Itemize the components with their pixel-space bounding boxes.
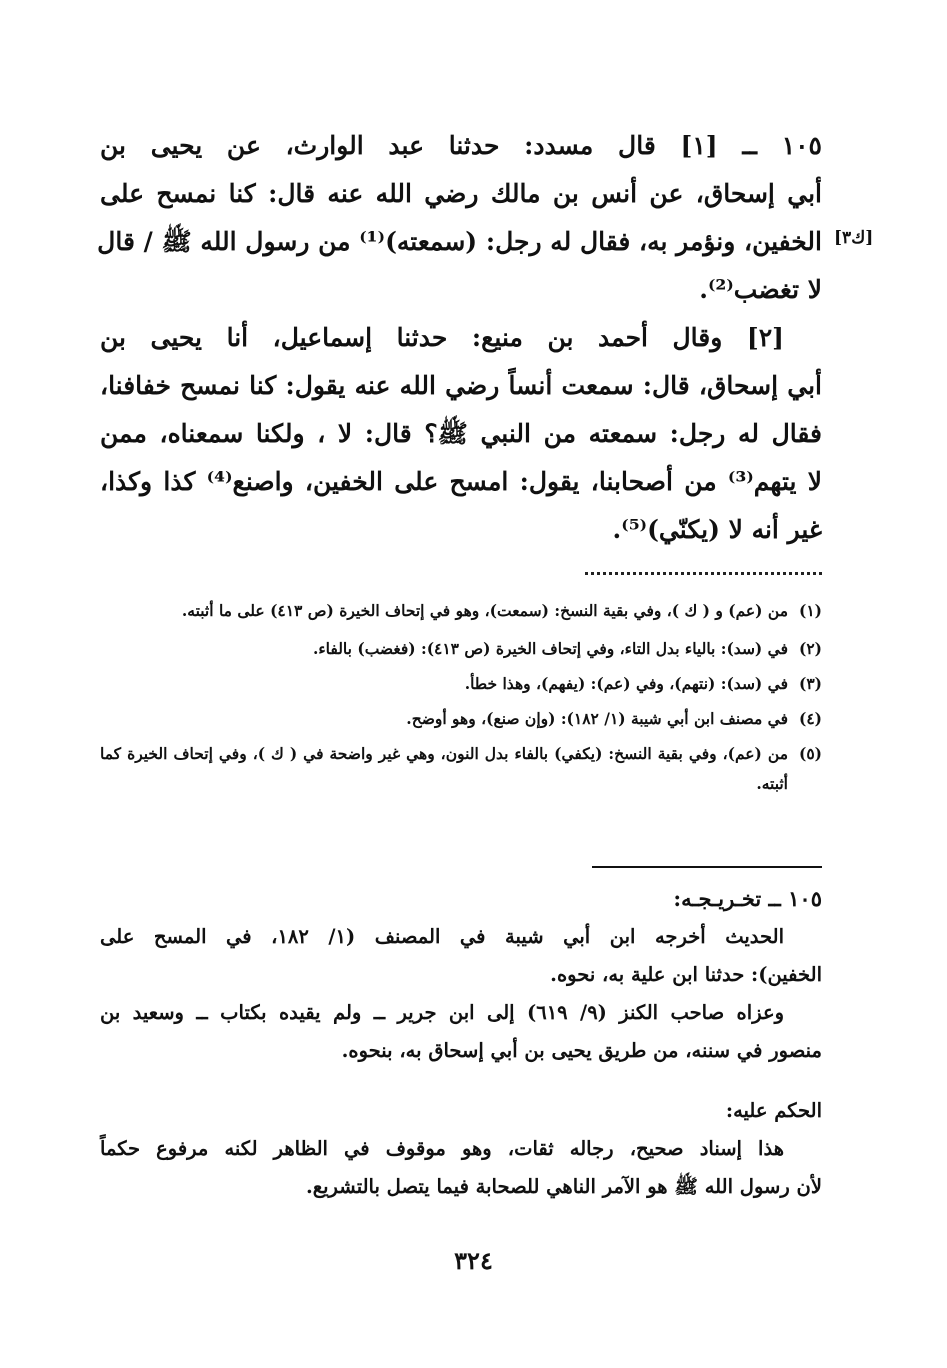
hadith-line: لا يتهم⁽³⁾ من أصحابنا، يقول: امسح على الخفين، واصنع⁽⁴⁾ كذا وكذا، [100,467,823,496]
footnote-3 [100,669,822,699]
footnote-text: في (سد): بالياء بدل التاء، وفي إتحاف الخيرة (ص ٤١٣): (فغضب) بالفاء. [312,639,788,658]
hukm-section [100,1092,822,1206]
takhrij-heading: ١٠٥ ــ تخـريـجـه: [673,886,822,911]
hadith-line: فقال له رجل: سمعته من النبي ﷺ؟ قال: لا ، ولكنا سمعناه، ممن [100,419,822,448]
footnote-number: (٣) [798,674,822,693]
hukm-line: هذا إسناد صحيح، رجاله ثقات، وهو موقوف في الظاهر لكنه مرفوع حكماً [100,1137,784,1160]
footnote-separator [585,560,822,575]
hadith-line: [٢] وقال أحمد بن منيع: حدثنا إسماعيل، أنا يحيى بن [100,323,784,352]
hukm-line: لأن رسول الله ﷺ هو الآمر الناهي للصحابة فيما يتصل بالتشريع. [305,1175,822,1198]
footnote-text: في مصنف ابن أبي شيبة (١/ ١٨٢): (وإن صنع)، وهو أوضح. [406,709,788,728]
hadith-part-2 [100,314,822,554]
hadith-line: أبي إسحاق، عن أنس بن مالك رضي الله عنه قال: كنا نمسح على [100,179,822,208]
takhrij-line: منصور في سننه، من طريق يحيى بن أبي إسحاق به، بنحوه. [341,1039,822,1062]
hadith-line: لا تغضب⁽²⁾. [699,275,822,304]
hadith-line: ١٠٥ ــ [١] قال مسدد: حدثنا عبد الوارث، عن يحيى بن [100,131,822,160]
footnote-5 [100,739,822,799]
takhrij-line: الحديث أخرجه ابن أبي شيبة في المصنف (١/ ١٨٢، في المسح على [100,925,784,948]
footnote-number: (٥) [798,744,822,763]
footnote-text: في (سد): (نتهم)، وفي (عم): (يفهم)، وهذا خطأ. [464,674,788,693]
footnote-number: (٤) [798,709,822,728]
hadith-line: أبي إسحاق، قال: سمعت أنساً رضي الله عنه يقول: كنا نمسح خفافنا، [100,371,822,400]
footnote-1 [100,596,822,626]
takhrij-line: الخفين): حدثنا ابن علية به، نحوه. [550,963,822,986]
page-number: ٣٢٤ [454,1246,493,1275]
footnote-number: (٢) [798,639,822,658]
footnote-number: (١) [798,601,822,620]
hukm-heading: الحكم عليه: [725,1099,822,1122]
hadith-line: غير أنه لا (يكنّي)⁽⁵⁾. [612,515,822,544]
hadith-line: الخفين، ونؤمر به، فقال له رجل: (سمعته)⁽¹⁾ من رسول الله ﷺ / قال [97,227,822,256]
footnotes [100,596,822,799]
hadith-part-1 [97,122,822,314]
section-divider [592,866,822,868]
footnote-text: من (عم) و ( ك )، وفي بقية النسخ: (سمعت)، وهو في إتحاف الخيرة (ص ٤١٣) على ما أثبته. [181,601,788,620]
footnote-4 [100,704,822,734]
footnote-2 [100,634,822,664]
takhrij-line: وعزاه صاحب الكنز (٩/ ٦١٩) إلى ابن جرير ــ ولم يقيده بكتاب ــ وسعيد بن [100,1001,785,1024]
footnote-text: من (عم)، وفي بقية النسخ: (يكفي) بالفاء بدل النون، وهي غير واضحة في ( ك )، وفي إتحاف الخيرة كما أثبته. [100,744,788,793]
margin-manuscript-ref: [ك٣] [834,228,874,248]
takhrij-section [100,880,822,1070]
